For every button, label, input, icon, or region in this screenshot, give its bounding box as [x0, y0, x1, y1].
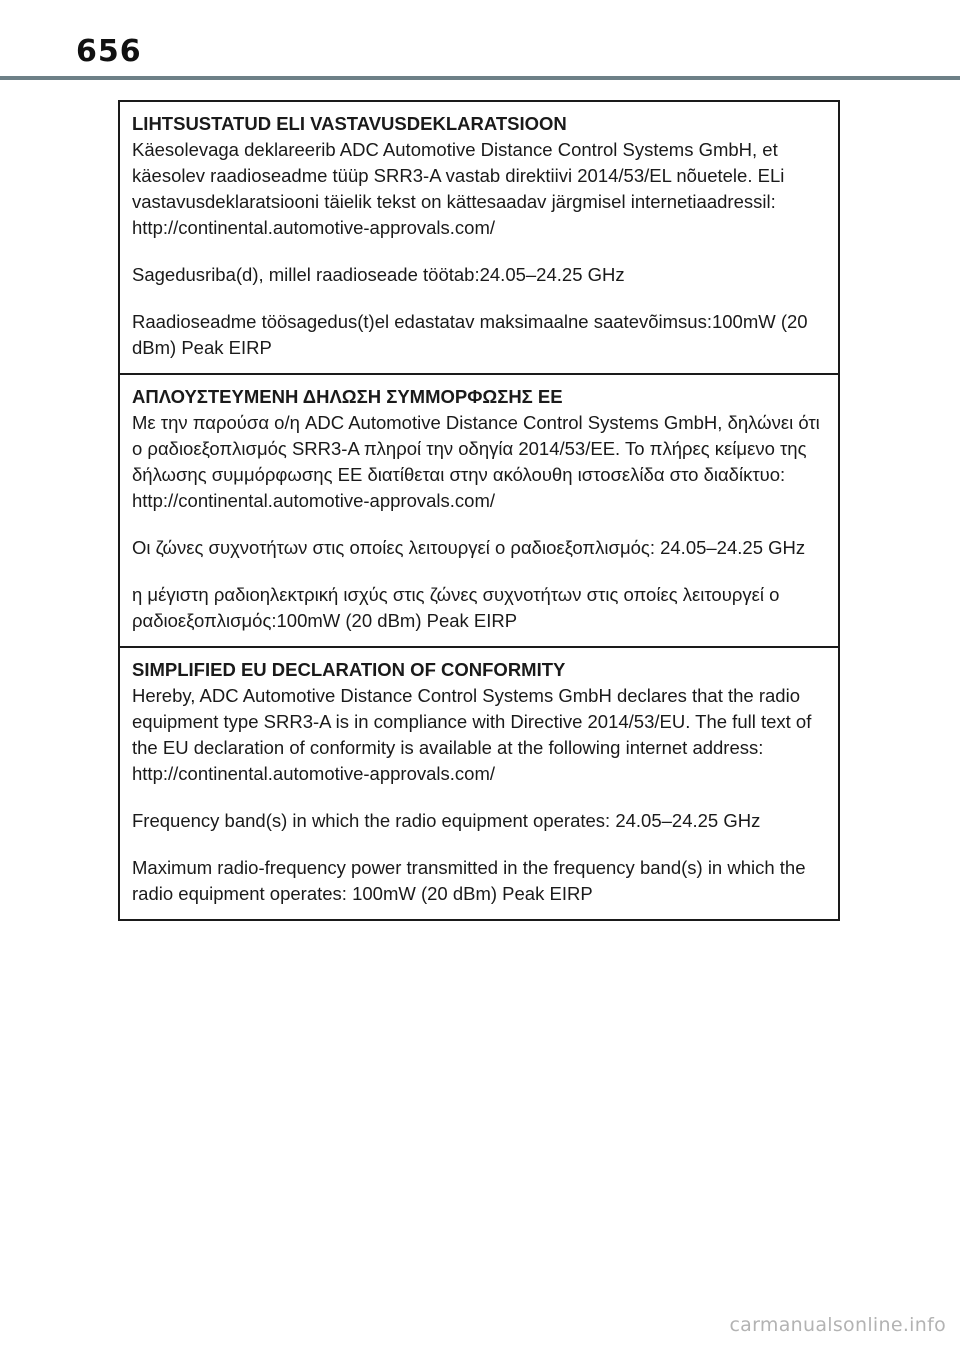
declaration-english: [120, 646, 838, 919]
section-body: Hereby, ADC Automotive Distance Control Systems GmbH declares that the radio equipment type SRR3-A is in compliance with Directive 2014/53/EU. The full text of the EU declaration of conformity is available at the following internet address: http://continental.automotive-approvals.com/: [132, 685, 812, 784]
section-title: LIHTSUSTATUD ELI VASTAVUSDEKLARATSIOON: [132, 113, 567, 134]
declaration-estonian: [120, 102, 838, 373]
frequency-band-text: Sagedusriba(d), millel raadioseade töötab:24.05–24.25 GHz: [132, 264, 625, 285]
section-title: ΑΠΛΟΥΣΤΕΥΜΕΝΗ ΔΗΛΩΣΗ ΣΥΜΜΟΡΦΩΣΗΣ ΕΕ: [132, 386, 563, 407]
declaration-greek: [120, 373, 838, 646]
max-power-text: η μέγιστη ραδιοηλεκτρική ισχύς στις ζώνες συχνοτήτων στις οποίες λειτουργεί ο ραδιοεξοπλισμός:100mW (20 dBm) Peak EIRP: [132, 584, 780, 631]
section-body: Με την παρούσα ο/η ADC Automotive Distance Control Systems GmbH, δηλώνει ότι ο ραδιοεξοπλισμός SRR3-A πληροί την οδηγία 2014/53/ΕΕ. Το πλήρες κείμενο της δήλωσης συμμόρφωσης ΕΕ διατίθεται στην ακόλουθη ιστοσελίδα στο διαδίκτυο: http://continental.automotive-approvals.com/: [132, 412, 820, 511]
header-rule: [0, 76, 960, 80]
frequency-band-text: Frequency band(s) in which the radio equipment operates: 24.05–24.25 GHz: [132, 810, 761, 831]
frequency-band-text: Οι ζώνες συχνοτήτων στις οποίες λειτουργεί ο ραδιοεξοπλισμός: 24.05–24.25 GHz: [132, 537, 806, 558]
page-number: 656: [76, 34, 142, 69]
section-body: Käesolevaga deklareerib ADC Automotive Distance Control Systems GmbH, et käesolev raadioseadme tüüp SRR3-A vastab direktiivi 2014/53/EL nõuetele. ELi vastavusdeklaratsiooni täielik tekst on kättesaadav järgmisel internetiaadressil: http://continental.automotive-approvals.com/: [132, 139, 785, 238]
declaration-table: [118, 100, 840, 921]
watermark-link[interactable]: carmanualsonline.info: [729, 1314, 946, 1336]
max-power-text: Maximum radio-frequency power transmitted in the frequency band(s) in which the radio equipment operates: 100mW (20 dBm) Peak EIRP: [132, 857, 806, 904]
max-power-text: Raadioseadme töösagedus(t)el edastatav maksimaalne saatevõimsus:100mW (20 dBm) Peak EIRP: [132, 311, 808, 358]
section-title: SIMPLIFIED EU DECLARATION OF CONFORMITY: [132, 659, 566, 680]
